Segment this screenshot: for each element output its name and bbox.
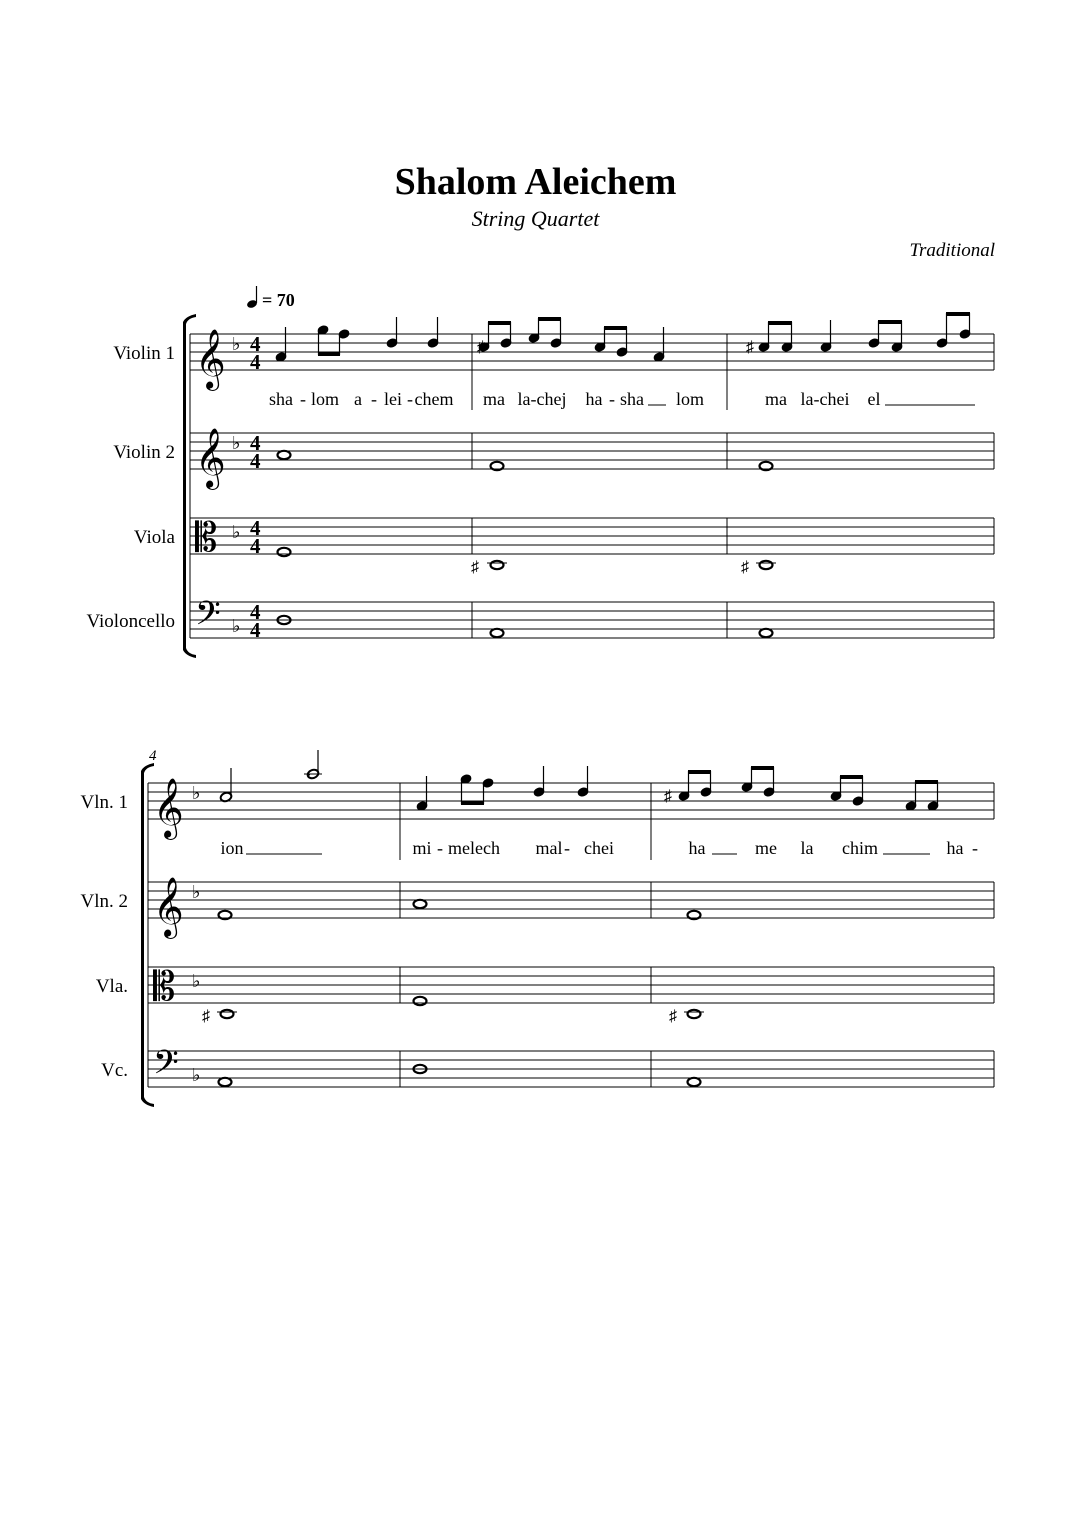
bass-clef-icon: 𝄢	[195, 595, 221, 640]
system-2-barlines	[148, 783, 994, 1087]
lyric-syllable: la-chei	[800, 389, 850, 409]
lyric-syllable: ma	[483, 389, 505, 409]
lyric-syllable: mi	[412, 838, 432, 858]
lyric-syllable: mal	[535, 838, 563, 858]
lyric-hyphen: -	[972, 838, 978, 858]
staff-name-vln-2: Vln. 2	[80, 891, 128, 912]
time-signature-bottom: 4	[250, 618, 261, 642]
alto-clef-icon: 𝄡	[153, 964, 176, 1009]
lyric-syllable: melech	[448, 838, 500, 858]
sharp-icon: ♯	[746, 339, 754, 356]
time-signature-top: 4	[250, 332, 261, 356]
lyric-syllable: ha	[946, 838, 964, 858]
lyric-syllable: lom	[310, 389, 340, 409]
time-signature-top: 4	[250, 431, 261, 455]
lyric-syllable: lom	[675, 389, 705, 409]
lyric-syllable: me	[755, 838, 777, 858]
alto-clef-icon: 𝄡	[195, 515, 218, 560]
whole-notes-system-1	[278, 451, 777, 637]
lyric-hyphen: -	[407, 389, 413, 409]
staff-name-vln-1: Vln. 1	[80, 792, 128, 813]
flat-icon: ♭	[192, 882, 201, 902]
staff-name-violin-1: Violin 1	[113, 343, 175, 364]
time-signature-bottom: 4	[250, 534, 261, 558]
flat-icon: ♭	[192, 783, 201, 803]
flat-icon: ♭	[232, 616, 241, 636]
bass-clef-icon: 𝄢	[153, 1044, 179, 1089]
time-signature-top: 4	[250, 516, 261, 540]
staff-vla-lines	[148, 967, 994, 1003]
measure-number: 4	[149, 748, 157, 764]
lyric-syllable: chei	[584, 838, 614, 858]
time-signature-bottom: 4	[250, 350, 261, 374]
lyric-syllable: ma	[765, 389, 787, 409]
staff-vln-1-lines	[148, 783, 994, 819]
tempo-marking	[246, 286, 295, 310]
staff-violin-2-lines	[190, 433, 994, 469]
lyric-syllable: chem	[414, 389, 454, 409]
composer-credit: Traditional	[909, 240, 995, 261]
lyric-syllable: chim	[842, 838, 878, 858]
sharp-icon: ♯	[471, 559, 479, 576]
system-1-barlines	[190, 334, 994, 638]
lyric-syllable: la	[800, 838, 814, 858]
staff-name-violoncello: Violoncello	[86, 611, 175, 632]
staff-name-violin-2: Violin 2	[113, 442, 175, 463]
staff-vln-2-lines	[148, 882, 994, 918]
staff-name-vc: Vc.	[101, 1060, 128, 1081]
lyric-hyphen: -	[564, 838, 570, 858]
treble-clef-icon: 𝄞	[195, 331, 226, 388]
flat-icon: ♭	[192, 1065, 201, 1085]
whole-notes-system-2	[217, 900, 704, 1086]
piece-title: Shalom Aleichem	[394, 161, 677, 203]
vln-1-notes	[219, 750, 939, 811]
lyric-syllable: sha	[269, 389, 293, 409]
lyric-syllable: ha	[688, 838, 706, 858]
lyric-hyphen: -	[437, 838, 443, 858]
staff-name-vla: Vla.	[95, 976, 128, 997]
time-signature-bottom: 4	[250, 449, 261, 473]
lyric-hyphen: -	[371, 389, 377, 409]
staff-viola-lines	[190, 518, 994, 554]
lyrics-system-1	[269, 389, 881, 409]
lyric-syllable: ion	[220, 838, 244, 858]
staff-violoncello-lines	[190, 602, 994, 638]
flat-icon: ♭	[192, 971, 201, 991]
sharp-icon: ♯	[202, 1008, 210, 1025]
sharp-icon: ♯	[669, 1008, 677, 1025]
violin-1-notes	[275, 312, 971, 362]
lyric-syllable: a	[354, 389, 362, 409]
sharp-icon: ♯	[741, 559, 749, 576]
lyric-syllable: lei	[384, 389, 402, 409]
time-signature-top: 4	[250, 600, 261, 624]
lyric-hyphen: -	[609, 389, 615, 409]
piece-subtitle: String Quartet	[471, 206, 600, 231]
lyric-syllable: sha	[620, 389, 644, 409]
lyric-syllable: ha	[585, 389, 603, 409]
flat-icon: ♭	[232, 522, 241, 542]
treble-clef-icon: 𝄞	[195, 430, 226, 487]
lyric-syllable: el	[867, 389, 881, 409]
lyric-hyphen: -	[300, 389, 306, 409]
lyrics-system-2	[220, 838, 978, 858]
flat-icon: ♭	[232, 433, 241, 453]
staff-vc-lines	[148, 1051, 994, 1087]
sharp-icon: ♯	[477, 339, 485, 356]
treble-clef-icon: 𝄞	[153, 879, 184, 936]
sharp-icon: ♯	[664, 788, 672, 805]
lyric-syllable: la-chej	[517, 389, 567, 409]
staff-name-viola: Viola	[133, 527, 175, 548]
tempo-value: = 70	[262, 290, 295, 310]
flat-icon: ♭	[232, 334, 241, 354]
treble-clef-icon: 𝄞	[153, 780, 184, 837]
